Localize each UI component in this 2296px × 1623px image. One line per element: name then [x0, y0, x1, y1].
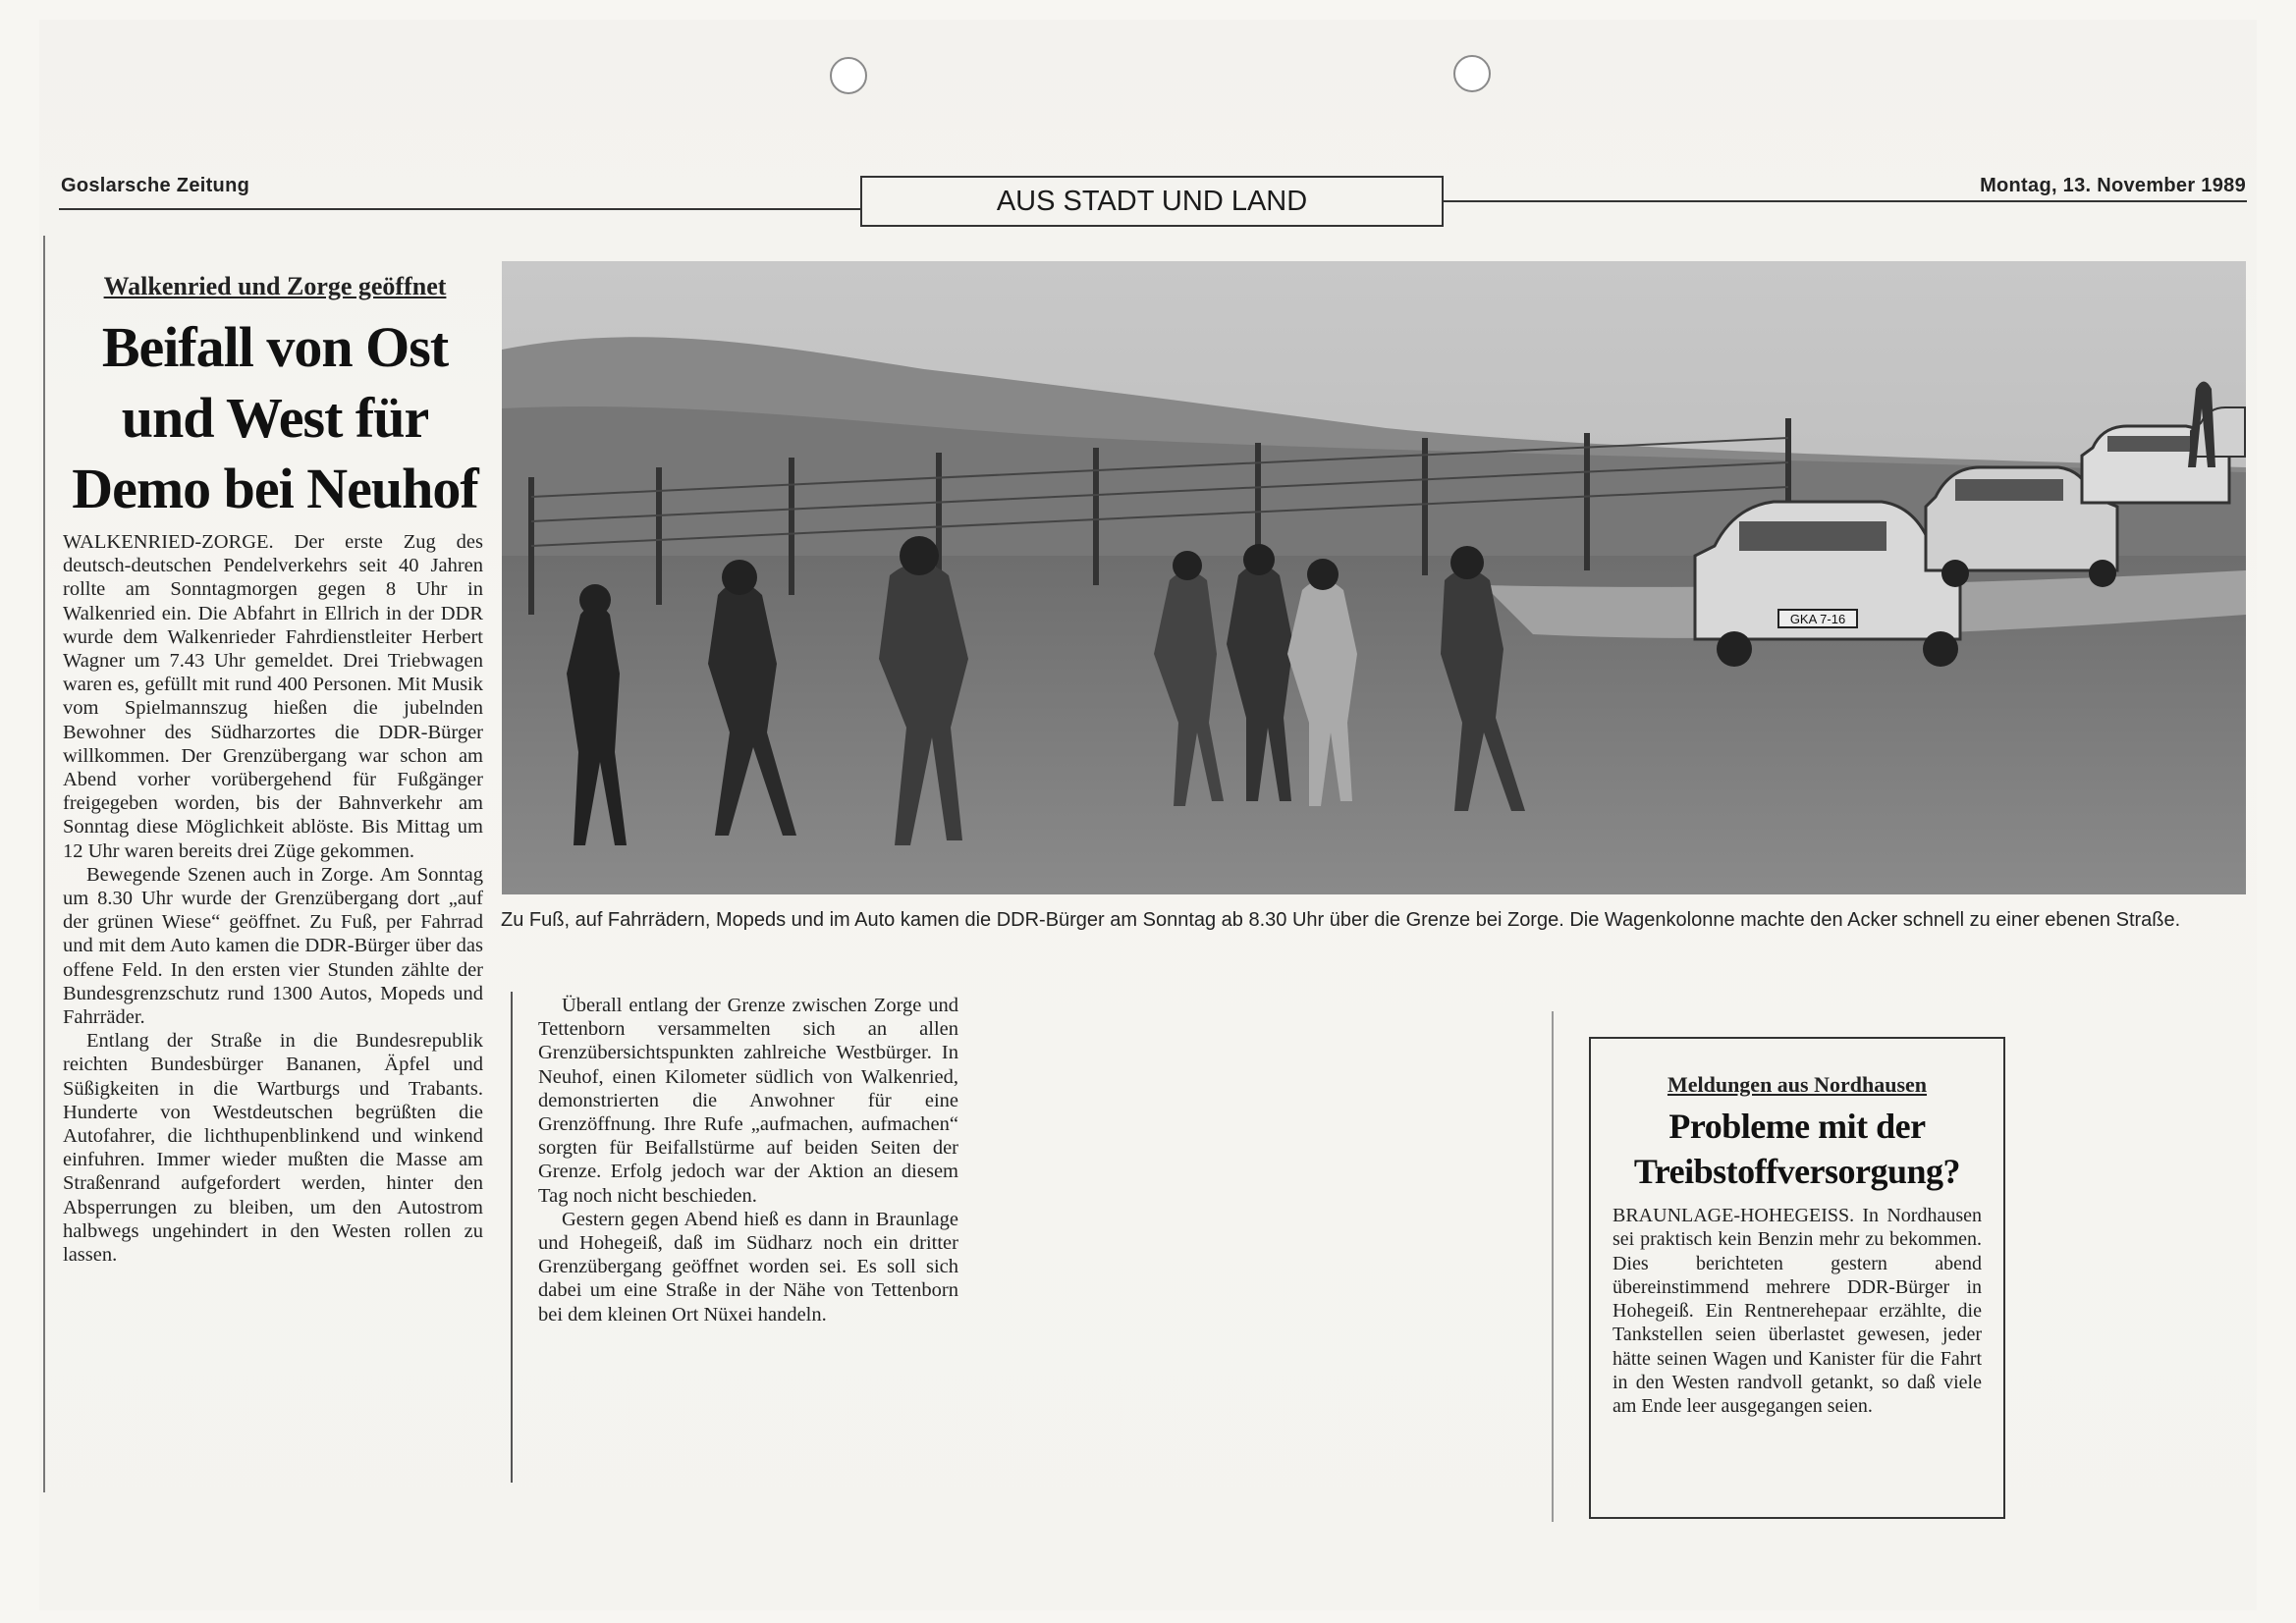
border-crossing-photo [502, 261, 2246, 894]
photo-illustration [502, 261, 2246, 894]
side-paragraph-1: BRAUNLAGE-HOHEGEISS. In Nordhausen sei praktisch kein Benzin mehr zu bekommen. Dies berichteten gestern abend übereinstimmend mehrere DDR-Bürger in Hohegeiß. Ein Rentnerehepaar erzählte, die Tankstellen seien überlastet gewesen, jeder hätte seinen Wagen und Kanister für die Fahrt in den Westen randvoll getankt, so daß viele am Ende leer ausgegangen seien. [1613, 1205, 1982, 1418]
photo-caption: Zu Fuß, auf Fahrrädern, Mopeds und im Auto kamen die DDR-Bürger am Sonntag ab 8.30 Uhr über die Grenze bei Zorge. Die Wagenkolonne machte den Acker schnell zu einer ebenen Straße. [501, 909, 2181, 931]
main-headline-line-1: Beifall von Ost [101, 315, 449, 379]
paragraph-4: Überall entlang der Grenze zwischen Zorge und Tettenborn versammelten sich an allen Grenzübersichtspunkten zahlreiche Westbürger. In Neuhof, einen Kilometer südlich von Walkenried, demonstrierten die Anwohner für eine Grenzöffnung. Ihre Rufe „aufmachen, aufmachen“ sorgten für Beifallstürme auf beiden Seiten der Grenze. Erfolg jedoch war der Aktion an diesem Tag noch nicht beschieden. [538, 995, 958, 1207]
section-label [860, 176, 1444, 227]
punch-hole-right [1453, 55, 1491, 92]
main-kicker: Walkenried und Zorge geöffnet [103, 272, 447, 300]
paragraph-5: Gestern gegen Abend hieß es dann in Braunlage und Hohegeiß, daß im Südharz noch ein dritter Grenzübergang geöffnet worden sei. Es soll sich dabei um eine Straße in der Nähe von Tettenborn bei dem kleinen Ort Nüxei handeln. [538, 1208, 958, 1325]
main-headline-line-3: Demo bei Neuhof [72, 457, 478, 520]
paragraph-2: Bewegende Szenen auch in Zorge. Am Sonntag um 8.30 Uhr wurde der Grenzübergang dort „auf der grünen Wiese“ geöffnet. Zu Fuß, per Fahrrad und mit dem Auto kamen die DDR-Bürger über das offene Feld. In den ersten vier Stunden zählte der Bundesgrenzschutz rund 1300 Autos, Mopeds und Fahrräder. [63, 863, 483, 1029]
side-headline-line-1: Probleme mit der [1668, 1107, 1926, 1146]
side-headline [1591, 1104, 2003, 1194]
paragraph-1: WALKENRIED-ZORGE. Der erste Zug des deutsch-deutschen Pendelverkehrs seit 40 Jahren rollte am Sonntagmorgen gegen 8 Uhr in Walkenried ein. Die Abfahrt in Ellrich in der DDR wurde dem Walkenrieder Fahrdienstleiter Herbert Wagner um 7.43 Uhr gemeldet. Drei Triebwagen waren es, gefüllt mit rund 400 Personen. Mit Musik vom Spielmannszug hießen die jubelnden Bewohner des Südharzortes die DDR-Bürger willkommen. Der Grenzübergang war schon am Abend vorher vorübergehend für Fußgänger freigegeben worden, bis der Bahnverkehr am Sonntag diese Möglichkeit ablöste. Bis Mittag um 12 Uhr waren bereits drei Züge gekommen. [63, 531, 483, 862]
article-column-left [63, 530, 483, 1267]
paper-name: Goslarsche Zeitung [61, 175, 250, 196]
column-rule-middle [511, 992, 513, 1483]
punch-hole-left [830, 57, 867, 94]
side-box-rule [1552, 1011, 1554, 1522]
side-article-box [1589, 1037, 2005, 1519]
column-rule-left [43, 236, 45, 1492]
license-plate-text: GKA 7-16 [1789, 612, 1846, 626]
side-article-body [1613, 1204, 1982, 1419]
paragraph-3: Entlang der Straße in die Bundesrepublik reichten Bundesbürger Bananen, Äpfel und Süßigkeiten in die Wartburgs und Trabants. Hunderte von Westdeutschen begrüßten die Autofahrer, die lichthupenblinkend und winkend einfuhren. Immer wieder mußten die Masse am Straßenrand aufgefordert werden, hinter den Absperrungen zu bleiben, um den Autostrom halbwegs ungehindert in den Westen rollen zu lassen. [63, 1030, 483, 1267]
side-kicker: Meldungen aus Nordhausen [1667, 1072, 1928, 1097]
side-headline-line-2: Treibstoffversorgung? [1633, 1152, 1961, 1191]
main-headline-line-2: und West für [121, 386, 429, 450]
section-label-text: AUS STADT UND LAND [996, 185, 1308, 217]
issue-date: Montag, 13. November 1989 [1980, 175, 2246, 196]
masthead-rule-left [59, 208, 860, 210]
main-headline [49, 312, 501, 524]
masthead-rule-right [1444, 200, 2247, 202]
article-column-middle [538, 994, 958, 1326]
